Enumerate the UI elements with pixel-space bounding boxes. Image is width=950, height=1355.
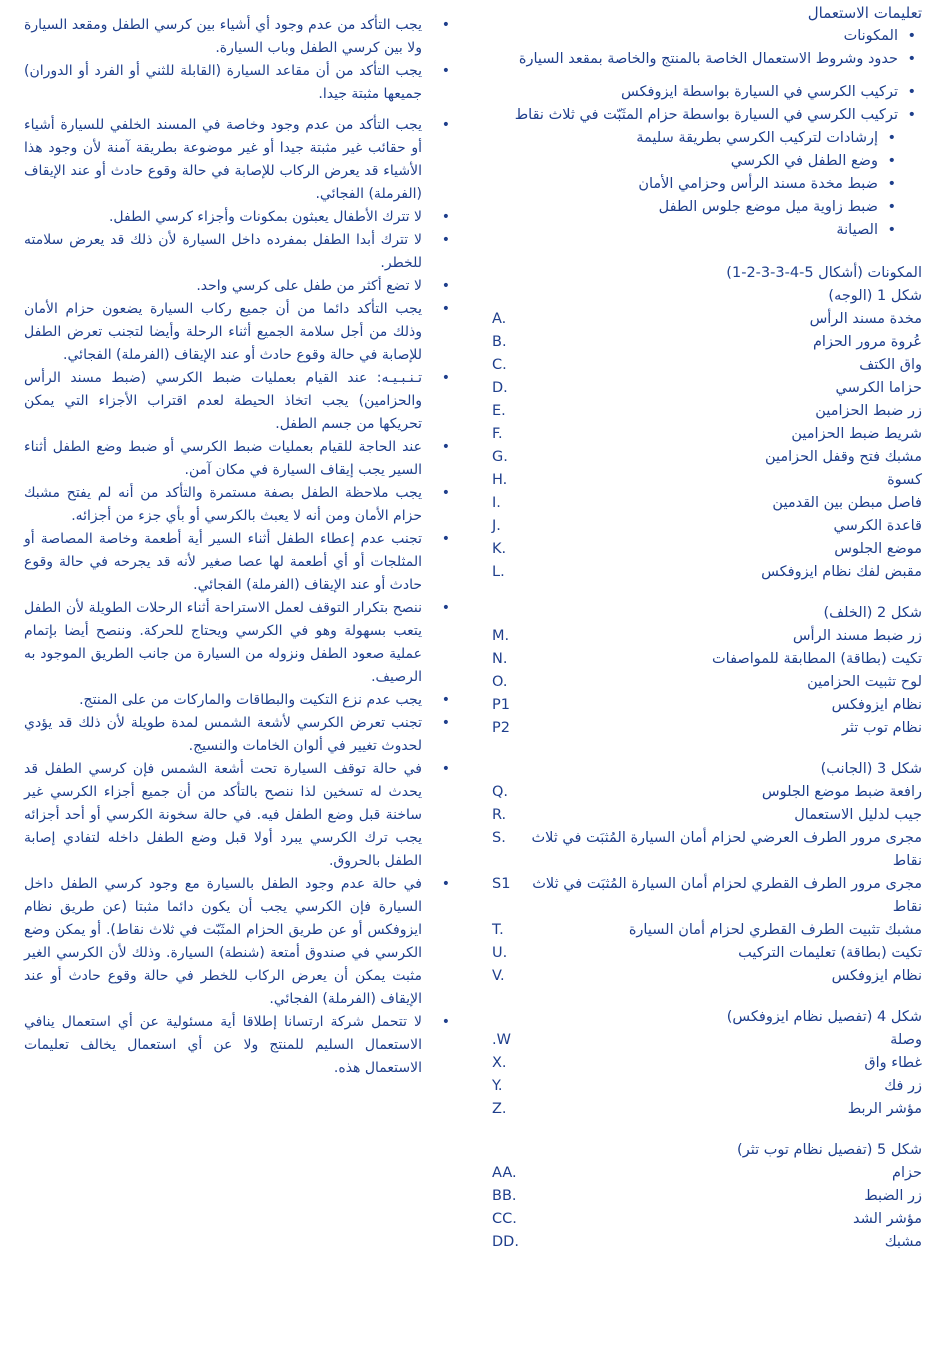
fig1-title: شكل 1 (الوجه) <box>828 288 922 304</box>
part-code: R. <box>492 807 507 823</box>
part-item <box>492 354 922 377</box>
part-item <box>492 942 922 965</box>
part-label: مجرى مرور الطرف القطري لحزام أمان السيارة المُثبَت في ثلاث نقاط <box>532 876 922 915</box>
part-label: لوح تثبيت الحزامين <box>807 674 922 690</box>
part-code: V. <box>492 968 505 984</box>
rule-item: • لا تترك أبدا الطفل بمفرده داخل السيارة لأن ذلك قد يعرض سلامته للخطر. <box>24 229 456 275</box>
part-label: زر ضبط مسند الرأس <box>792 628 922 644</box>
part-code: D. <box>492 380 508 396</box>
part-item <box>492 1075 922 1098</box>
part-code: O. <box>492 674 508 690</box>
part-label: جيب لدليل الاستعمال <box>794 807 922 823</box>
toc-item: • المكونات <box>492 25 922 48</box>
part-label: وصلة <box>890 1032 922 1048</box>
part-item <box>492 694 922 717</box>
rule-item: • يجب ملاحظة الطفل بصفة مستمرة والتأكد من أنه لم يفتح مشبك حزام الأمان ومن أنه لا يعبث بالكرسي أو بأي جزء من أجزائه. <box>24 482 456 528</box>
rule-item: • ننصح بتكرار التوقف لعمل الاستراحة أثناء الرحلات الطويلة لأن الطفل يتعب بسهولة وهو في الكرسي ويحتاج للحركة. وننصح أيضا بإتمام عملية صعود الطفل ونزوله من السيارة من جانب الطريق الموجود به الرصيف. <box>24 597 456 689</box>
part-item <box>492 873 922 919</box>
rule-item: • يجب التأكد من عدم وجود أي أشياء بين كرسي الطفل ومقعد السيارة ولا بين كرسي الطفل وباب السيارة. <box>24 14 456 60</box>
rule-item: • تـنـبـيـه: عند القيام بعمليات ضبط الكرسي (ضبط مسند الرأس والحزامين) يجب اتخاذ الحيطة لعدم اقتراب الأجزاء التي يمكن تحريكها من جسم الطفل. <box>24 367 456 436</box>
part-label: تكيت (بطاقة) تعليمات التركيب <box>738 945 922 961</box>
part-item <box>492 717 922 740</box>
part-item <box>492 1231 922 1254</box>
part-label: واق الكتف <box>859 357 922 373</box>
part-item <box>492 469 922 492</box>
part-code: Y. <box>492 1078 503 1094</box>
part-label: مشبك فتح وقفل الحزامين <box>764 449 922 465</box>
part-label: نظام ايزوفكس <box>831 697 922 713</box>
toc-list <box>492 25 922 71</box>
part-code: T. <box>492 922 504 938</box>
rule-item: • يجب التأكد من أن مقاعد السيارة (القابلة للثني أو الفرد أو الدوران) جميعها مثبتة جيدا. <box>24 60 456 106</box>
part-label: زر الضبط <box>864 1188 922 1204</box>
rule-item: • عند الحاجة للقيام بعمليات ضبط الكرسي أو ضبط وضع الطفل أثناء السير يجب إيقاف السيارة في مكان آمن. <box>24 436 456 482</box>
fig4-parts <box>492 1029 922 1121</box>
part-label: مخدة مسند الرأس <box>809 311 922 327</box>
part-code: B. <box>492 334 507 350</box>
part-label: زر فك <box>884 1078 922 1094</box>
part-label: شريط ضبط الحزامين <box>791 426 922 442</box>
part-label: مؤشر الشد <box>852 1211 922 1227</box>
rule-item: • في حالة توقف السيارة تحت أشعة الشمس فإن كرسي الطفل قد يحدث له تسخين لذا ننصح بالتأكد من أن جميع أجزاء الكرسي غير ساخنة قبل وضع الطفل فيه. في حالة سخونة الكرسي أو أحد أجزائه يجب ترك الكرسي يبرد أولا قبل وضع الطفل داخله لتفادي إصابة الطفل بالحروق. <box>24 758 456 873</box>
part-item <box>492 561 922 584</box>
part-code: P2 <box>492 720 510 736</box>
part-label: حزاما الكرسي <box>835 380 922 396</box>
rule-item: • تجنب تعرض الكرسي لأشعة الشمس لمدة طويلة لأن ذلك قد يؤدي لحدوث تغيير في ألوان الخامات والنسيج. <box>24 712 456 758</box>
part-item <box>492 377 922 400</box>
part-item <box>492 1162 922 1185</box>
part-item <box>492 1208 922 1231</box>
fig1-parts <box>492 308 922 584</box>
part-item <box>492 400 922 423</box>
part-code: U. <box>492 945 508 961</box>
fig4-title: شكل 4 (تفصيل نظام ايزوفكس) <box>726 1009 922 1025</box>
part-item <box>492 331 922 354</box>
part-code: AA. <box>492 1165 517 1181</box>
part-code: .W <box>492 1032 511 1048</box>
toc-item: • تركيب الكرسي في السيارة بواسطة حزام المثَبّت في ثلاث نقاط <box>492 104 922 127</box>
part-item <box>492 446 922 469</box>
part-item <box>492 827 922 873</box>
part-item <box>492 671 922 694</box>
part-code: I. <box>492 495 501 511</box>
part-code: E. <box>492 403 506 419</box>
safety-rules-list <box>24 14 456 1080</box>
rule-item: • يجب عدم نزع التكيت والبطاقات والماركات من على المنتج. <box>24 689 456 712</box>
part-label: حزام <box>892 1165 922 1181</box>
part-code: S. <box>492 830 506 846</box>
part-code: G. <box>492 449 508 465</box>
part-item <box>492 648 922 671</box>
part-label: رافعة ضبط موضع الجلوس <box>761 784 922 800</box>
safety-rules-column <box>24 14 456 1080</box>
toc-sub-item: • ضبط زاوية ميل موضع جلوس الطفل <box>492 196 902 219</box>
part-code: J. <box>492 518 501 534</box>
part-label: مقبض لفك نظام ايزوفكس <box>761 564 922 580</box>
part-label: موضع الجلوس <box>834 541 922 557</box>
part-code: K. <box>492 541 507 557</box>
part-label: كسوة <box>887 472 922 488</box>
part-code: N. <box>492 651 508 667</box>
part-code: F. <box>492 426 503 442</box>
toc-sub-item: • إرشادات لتركيب الكرسي بطريقة سليمة <box>492 127 902 150</box>
part-label: نظام ايزوفكس <box>831 968 922 984</box>
part-label: غطاء واق <box>864 1055 922 1071</box>
part-label: عُروة مرور الحزام <box>812 334 922 350</box>
part-code: M. <box>492 628 510 644</box>
fig5-parts <box>492 1162 922 1254</box>
rule-item: • لا تضع أكثر من طفل على كرسي واحد. <box>24 275 456 298</box>
part-label: زر ضبط الحزامين <box>815 403 922 419</box>
part-code: P1 <box>492 697 510 713</box>
part-label: مؤشر الربط <box>847 1101 922 1117</box>
rule-item: • يجب التأكد دائما من أن جميع ركاب السيارة يضعون حزام الأمان وذلك من أجل سلامة الجميع أثناء الرحلة وأيضا لتجنب تعرض الطفل للإصابة في حالة وقوع حادث أو عند الإيقاف (الفرملة) الفجائي. <box>24 298 456 367</box>
part-item <box>492 781 922 804</box>
part-code: A. <box>492 311 507 327</box>
toc-sub-item: • ضبط مخدة مسند الرأس وحزامي الأمان <box>492 173 902 196</box>
rule-item: • في حالة عدم وجود الطفل بالسيارة مع وجود كرسي الطفل داخل السيارة فإن الكرسي يجب أن يكون دائما مثبتا (عن طريق نظام ايزوفكس أو عن طريق الحزام المثَبّت في ثلاث نقاط). أو يمكن وضع الكرسي في صندوق أمتعة (شنطة) السيارة. وذلك لأن الكرسي الغير مثبت يمكن أن يعرض الركاب للخطر في حالة وقوع حادث أو عند الإيقاف (الفرملة) الفجائي. <box>24 873 456 1011</box>
components-heading: المكونات (أشكال 5-4-3-3-2-1) <box>726 265 922 281</box>
toc-sub-list <box>492 127 922 242</box>
rule-item: • لا تترك الأطفال يعبثون بمكونات وأجزاء كرسي الطفل. <box>24 206 456 229</box>
rule-item: • تجنب عدم إعطاء الطفل أثناء السير أية أطعمة وخاصة المصاصة أو المثلجات أو أي أطعمة لها عصا صغير لأنه قد يجرحه في حالة وقوع حادث أو عند الإيقاف (الفرملة) الفجائي. <box>24 528 456 597</box>
part-code: BB. <box>492 1188 517 1204</box>
toc-sub-item: • وضع الطفل في الكرسي <box>492 150 902 173</box>
part-code: X. <box>492 1055 507 1071</box>
part-code: Z. <box>492 1101 507 1117</box>
toc-item: • تركيب الكرسي في السيارة بواسطة ايزوفكس <box>492 81 922 104</box>
fig3-parts <box>492 781 922 988</box>
rule-item: • يجب التأكد من عدم وجود وخاصة في المسند الخلفي للسيارة أشياء أو حقائب غير مثبتة جيدا أو غير موضوعة بطريقة آمنة لأن وجود هذا الأشياء قد يعرض الركاب للإصابة في حالة وقوع حادث أو عند الإيقاف (الفرملة) الفجائي. <box>24 114 456 206</box>
toc-install-list <box>492 81 922 127</box>
part-item <box>492 492 922 515</box>
part-item <box>492 965 922 988</box>
part-code: H. <box>492 472 508 488</box>
part-code: DD. <box>492 1234 519 1250</box>
rule-item: • لا تتحمل شركة ارتسانا إطلاقا أية مسئولية عن أي استعمال ينافي الاستعمال السليم للمنتج ولا عن أي استعمال يخالف تعليمات الاستعمال هذه. <box>24 1011 456 1080</box>
part-item <box>492 515 922 538</box>
part-label: نظام توب تثر <box>841 720 922 736</box>
part-label: مشبك <box>884 1234 922 1250</box>
fig3-title: شكل 3 (الجانب) <box>820 761 922 777</box>
part-code: S1 <box>492 876 511 892</box>
part-label: مشبك تثبيت الطرف القطري لحزام أمان السيارة <box>628 922 922 938</box>
toc-item: • حدود وشروط الاستعمال الخاصة بالمنتج والخاصة بمقعد السيارة <box>492 48 922 71</box>
part-item <box>492 1052 922 1075</box>
part-code: Q. <box>492 784 509 800</box>
part-label: تكيت (بطاقة) المطابقة للمواصفات <box>712 651 922 667</box>
part-item <box>492 1098 922 1121</box>
part-item <box>492 1185 922 1208</box>
part-item <box>492 625 922 648</box>
part-item <box>492 308 922 331</box>
part-label: مجرى مرور الطرف العرضي لحزام أمان السيارة المُثبَت في ثلاث نقاط <box>531 830 922 869</box>
part-label: فاصل مبطن بين القدمين <box>772 495 922 511</box>
fig5-title: شكل 5 (تفصيل نظام توب تثر) <box>737 1142 922 1158</box>
part-item <box>492 538 922 561</box>
fig2-title: شكل 2 (الخلف) <box>823 605 922 621</box>
part-item <box>492 804 922 827</box>
part-item <box>492 423 922 446</box>
part-item <box>492 1029 922 1052</box>
part-code: C. <box>492 357 507 373</box>
toc-sub-item: • الصيانة <box>492 219 902 242</box>
toc-title: تعليمات الاستعمال <box>807 4 922 22</box>
contents-column <box>492 2 922 1254</box>
part-code: CC. <box>492 1211 517 1227</box>
part-item <box>492 919 922 942</box>
fig2-parts <box>492 625 922 740</box>
part-label: قاعدة الكرسي <box>833 518 922 534</box>
part-code: L. <box>492 564 505 580</box>
